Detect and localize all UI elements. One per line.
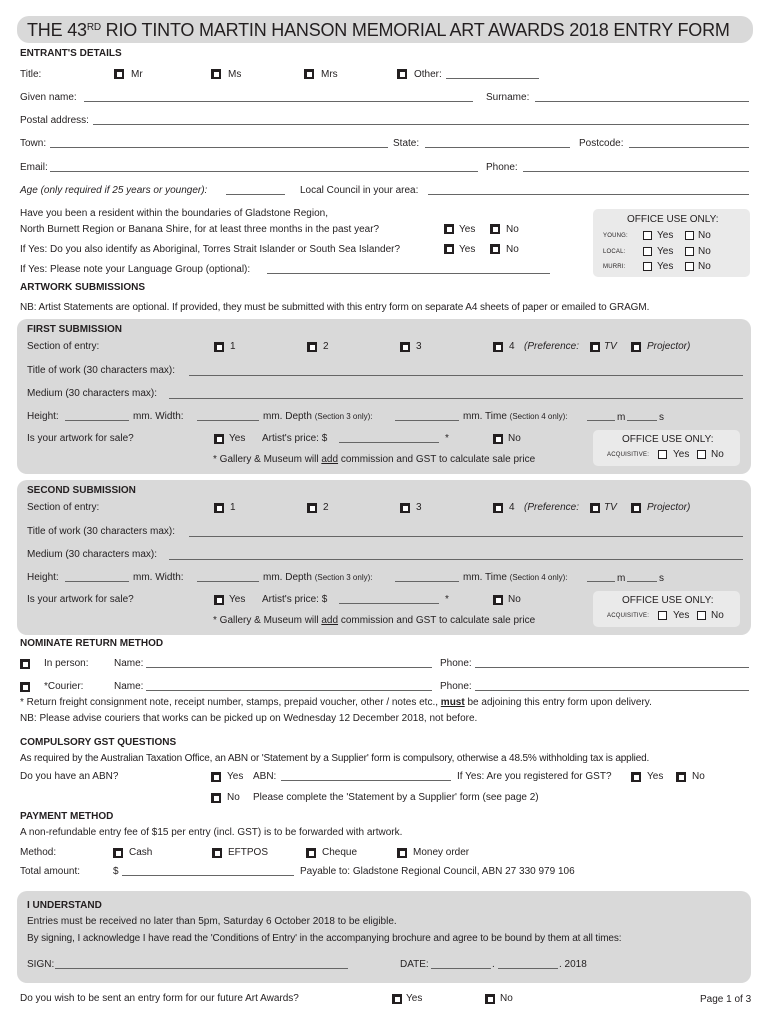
office-murri-label: MURRI: [603, 264, 626, 270]
first-acquisitive-no-label: No [711, 449, 724, 460]
commission-note: * Gallery & Museum will add commission and GST to calculate sale price [213, 454, 536, 465]
seconds-unit: s [659, 412, 664, 423]
courier-name-field[interactable] [146, 690, 432, 691]
resident-yes-checkbox[interactable] [444, 224, 454, 234]
depth-field[interactable] [395, 420, 459, 421]
preference-projector-label: Projector) [647, 341, 691, 352]
second-office-use-title: OFFICE USE ONLY: [622, 595, 714, 606]
section-4-checkbox[interactable] [493, 503, 503, 513]
age-label: Age (only required if 25 years or younger): [20, 185, 208, 196]
title-of-work-label: Title of work (30 characters max): [27, 526, 176, 537]
title-mr-label: Mr [131, 69, 143, 80]
time-seconds-field[interactable] [627, 581, 657, 582]
abn-no-label: No [227, 792, 240, 803]
understand-panel [17, 891, 751, 983]
given-name-label: Given name: [20, 92, 77, 103]
second-acquisitive-label: ACQUISITIVE: [607, 613, 650, 619]
council-field[interactable] [428, 194, 749, 195]
return-courier-checkbox[interactable] [20, 682, 30, 692]
height-label: Height: [27, 411, 59, 422]
for-sale-yes-checkbox[interactable] [214, 595, 224, 605]
payment-eftpos-label: EFTPOS [228, 847, 269, 858]
artist-price-field[interactable] [339, 603, 439, 604]
form-title: THE 43RD RIO TINTO MARTIN HANSON MEMORIAL ART AWARDS 2018 ENTRY FORM [27, 20, 730, 40]
state-field[interactable] [425, 147, 570, 148]
first-office-use-title: OFFICE USE ONLY: [622, 434, 714, 445]
time-label: mm. Time (Section 4 only): [463, 411, 568, 422]
abn-yes-checkbox[interactable] [211, 772, 221, 782]
gst-heading: COMPULSORY GST QUESTIONS [20, 737, 177, 748]
time-minutes-field[interactable] [587, 420, 615, 421]
gst-yes-checkbox[interactable] [631, 772, 641, 782]
title-of-work-label: Title of work (30 characters max): [27, 365, 176, 376]
preference-projector-checkbox[interactable] [631, 503, 641, 513]
in-person-name-field[interactable] [146, 667, 432, 668]
phone-label: Phone: [486, 162, 518, 173]
title-other-checkbox[interactable] [397, 69, 407, 79]
date-year: . 2018 [559, 959, 587, 970]
return-in-person-checkbox[interactable] [20, 659, 30, 669]
resident-no-label: No [506, 224, 519, 235]
first-acquisitive-yes-checkbox[interactable] [658, 450, 667, 459]
section-3-checkbox[interactable] [400, 342, 410, 352]
preference-tv-label: TV [604, 502, 617, 513]
gst-no-checkbox[interactable] [676, 772, 686, 782]
for-sale-yes-checkbox[interactable] [214, 434, 224, 444]
second-submission-panel [17, 480, 751, 635]
section-label: Section of entry: [27, 502, 100, 513]
section-2-checkbox[interactable] [307, 342, 317, 352]
given-name-field[interactable] [84, 101, 473, 102]
section-1-label: 1 [230, 502, 236, 513]
total-amount-field[interactable] [122, 875, 294, 876]
preference-label: (Preference: [524, 502, 580, 513]
width-field[interactable] [197, 420, 259, 421]
first-acquisitive-yes-label: Yes [673, 449, 690, 460]
width-label: mm. Width: [133, 411, 184, 422]
future-form-no-label: No [500, 993, 513, 1004]
second-acquisitive-yes-checkbox[interactable] [658, 611, 667, 620]
first-office-use-box [593, 430, 740, 466]
second-office-use-box [593, 591, 740, 627]
date-day-field[interactable] [431, 968, 491, 969]
payment-cheque-label: Cheque [322, 847, 358, 858]
for-sale-yes-label: Yes [229, 433, 246, 444]
future-form-no-checkbox[interactable] [485, 994, 495, 1004]
section-label: Section of entry: [27, 341, 100, 352]
payment-method-label: Method: [20, 847, 57, 858]
identify-yes-checkbox[interactable] [444, 244, 454, 254]
postcode-label: Postcode: [579, 138, 624, 149]
title-ms-checkbox[interactable] [211, 69, 221, 79]
office-young-no-label: No [698, 230, 711, 241]
postal-address-field[interactable] [93, 124, 749, 125]
office-murri-no-label: No [698, 261, 711, 272]
first-submission-panel [17, 319, 751, 474]
title-ms-label: Ms [228, 69, 242, 80]
for-sale-no-label: No [508, 433, 521, 444]
supplier-statement-note: Please complete the 'Statement by a Supplier' form (see page 2) [253, 792, 539, 803]
council-label: Local Council in your area: [300, 185, 419, 196]
artist-statement-note: NB: Artist Statements are optional. If provided, they must be submitted with this entry form on separate A4 sheets of paper or emailed to GRAGM. [20, 302, 650, 313]
identify-question: If Yes: Do you also identify as Aboriginal, Torres Strait Islander or South Sea Islander? [20, 244, 401, 255]
preference-label: (Preference: [524, 341, 580, 352]
office-use-box [593, 209, 750, 277]
office-young-no-checkbox[interactable] [685, 231, 694, 240]
entry-fee-note: A non-refundable entry fee of $15 per entry (incl. GST) is to be forwarded with artwork. [20, 827, 403, 838]
price-asterisk: * [445, 594, 449, 605]
second-submission-heading: SECOND SUBMISSION [27, 485, 136, 496]
state-label: State: [393, 138, 420, 149]
office-murri-no-checkbox[interactable] [685, 262, 694, 271]
first-acquisitive-label: ACQUISITIVE: [607, 452, 650, 458]
payment-heading: PAYMENT METHOD [20, 811, 114, 822]
acknowledgement-note: By signing, I acknowledge I have read the 'Conditions of Entry' in the accompanying brochure and agree to be bound by them at all times: [27, 933, 622, 944]
in-person-phone-label: Phone: [440, 658, 472, 669]
payment-money-order-checkbox[interactable] [397, 848, 407, 858]
depth-field[interactable] [395, 581, 459, 582]
for-sale-no-checkbox[interactable] [493, 434, 503, 444]
seconds-unit: s [659, 573, 664, 584]
signature-field[interactable] [55, 968, 348, 969]
future-form-yes-label: Yes [406, 993, 423, 1004]
minutes-unit: m [617, 412, 626, 423]
section-3-checkbox[interactable] [400, 503, 410, 513]
office-murri-yes-label: Yes [657, 261, 674, 272]
time-minutes-field[interactable] [587, 581, 615, 582]
payment-cash-label: Cash [129, 847, 153, 858]
width-field[interactable] [197, 581, 259, 582]
abn-no-checkbox[interactable] [211, 793, 221, 803]
preference-tv-checkbox[interactable] [590, 342, 600, 352]
in-person-phone-field[interactable] [475, 667, 749, 668]
for-sale-no-checkbox[interactable] [493, 595, 503, 605]
for-sale-question: Is your artwork for sale? [27, 594, 134, 605]
postal-address-label: Postal address: [20, 115, 89, 126]
identify-yes-label: Yes [459, 244, 476, 255]
section-1-checkbox[interactable] [214, 503, 224, 513]
for-sale-yes-label: Yes [229, 594, 246, 605]
medium-label: Medium (30 characters max): [27, 388, 158, 399]
second-acquisitive-no-checkbox[interactable] [697, 611, 706, 620]
identify-no-label: No [506, 244, 519, 255]
gst-registered-question: If Yes: Are you registered for GST? [457, 771, 612, 782]
office-use-title: OFFICE USE ONLY: [627, 214, 719, 225]
second-acquisitive-yes-label: Yes [673, 610, 690, 621]
title-mrs-checkbox[interactable] [304, 69, 314, 79]
payment-eftpos-checkbox[interactable] [212, 848, 222, 858]
abn-label: ABN: [253, 771, 277, 782]
payable-to-note: Payable to: Gladstone Regional Council, ABN 27 330 979 106 [300, 866, 575, 877]
for-sale-question: Is your artwork for sale? [27, 433, 134, 444]
email-label: Email: [20, 162, 48, 173]
office-local-no-label: No [698, 246, 711, 257]
artist-price-field[interactable] [339, 442, 439, 443]
medium-field[interactable] [169, 559, 743, 560]
courier-phone-field[interactable] [475, 690, 749, 691]
title-mrs-label: Mrs [321, 69, 338, 80]
total-amount-label: Total amount: [20, 866, 81, 877]
depth-label: mm. Depth (Section 3 only): [263, 411, 373, 422]
preference-projector-label: Projector) [647, 502, 691, 513]
surname-label: Surname: [486, 92, 530, 103]
time-seconds-field[interactable] [627, 420, 657, 421]
commission-note: * Gallery & Museum will add commission and GST to calculate sale price [213, 615, 536, 626]
language-group-label: If Yes: Please note your Language Group (optional): [20, 264, 251, 275]
abn-question: Do you have an ABN? [20, 771, 119, 782]
office-young-yes-checkbox[interactable] [643, 231, 652, 240]
office-young-yes-label: Yes [657, 230, 674, 241]
section-4-label: 4 [509, 502, 515, 513]
preference-tv-checkbox[interactable] [590, 503, 600, 513]
section-1-label: 1 [230, 341, 236, 352]
payment-money-order-label: Money order [413, 847, 470, 858]
second-acquisitive-no-label: No [711, 610, 724, 621]
return-courier-label: *Courier: [44, 681, 84, 692]
preference-tv-label: TV [604, 341, 617, 352]
title-of-work-field[interactable] [189, 536, 743, 537]
for-sale-no-label: No [508, 594, 521, 605]
payment-cash-checkbox[interactable] [113, 848, 123, 858]
height-field[interactable] [65, 581, 129, 582]
surname-field[interactable] [535, 101, 749, 102]
height-label: Height: [27, 572, 59, 583]
language-group-field[interactable] [267, 273, 550, 274]
office-murri-yes-checkbox[interactable] [643, 262, 652, 271]
dollar-sign: $ [113, 866, 119, 877]
identify-no-checkbox[interactable] [490, 244, 500, 254]
medium-label: Medium (30 characters max): [27, 549, 158, 560]
resident-question-line1: Have you been a resident within the boundaries of Gladstone Region, [20, 208, 328, 219]
office-local-yes-checkbox[interactable] [643, 247, 652, 256]
title-mr-checkbox[interactable] [114, 69, 124, 79]
title-other-field[interactable] [446, 78, 539, 79]
time-label: mm. Time (Section 4 only): [463, 572, 568, 583]
future-form-question: Do you wish to be sent an entry form for our future Art Awards? [20, 993, 299, 1004]
width-label: mm. Width: [133, 572, 184, 583]
phone-field[interactable] [523, 171, 749, 172]
in-person-name-label: Name: [114, 658, 144, 669]
section-2-label: 2 [323, 502, 329, 513]
abn-yes-label: Yes [227, 771, 244, 782]
section-1-checkbox[interactable] [214, 342, 224, 352]
postcode-field[interactable] [629, 147, 749, 148]
page-number: Page 1 of 3 [700, 994, 752, 1005]
town-field[interactable] [50, 147, 388, 148]
title-of-work-field[interactable] [189, 375, 743, 376]
office-local-yes-label: Yes [657, 246, 674, 257]
return-in-person-label: In person: [44, 658, 89, 669]
price-asterisk: * [445, 433, 449, 444]
courier-name-label: Name: [114, 681, 144, 692]
return-method-heading: NOMINATE RETURN METHOD [20, 638, 164, 649]
resident-no-checkbox[interactable] [490, 224, 500, 234]
preference-projector-checkbox[interactable] [631, 342, 641, 352]
section-3-label: 3 [416, 502, 422, 513]
date-label: DATE: [400, 959, 429, 970]
resident-question-line2: North Burnett Region or Banana Shire, for at least three months in the past year? [20, 224, 380, 235]
artist-price-label: Artist's price: $ [262, 433, 328, 444]
artwork-heading: ARTWORK SUBMISSIONS [20, 282, 145, 293]
age-field[interactable] [226, 194, 285, 195]
section-4-checkbox[interactable] [493, 342, 503, 352]
abn-field[interactable] [281, 780, 451, 781]
sign-label: SIGN: [27, 959, 55, 970]
office-local-label: LOCAL: [603, 249, 626, 255]
title-label: Title: [20, 69, 42, 80]
payment-cheque-checkbox[interactable] [306, 848, 316, 858]
medium-field[interactable] [169, 398, 743, 399]
understand-heading: I UNDERSTAND [27, 900, 102, 911]
office-local-no-checkbox[interactable] [685, 247, 694, 256]
date-month-field[interactable] [498, 968, 558, 969]
email-field[interactable] [50, 171, 478, 172]
artist-price-label: Artist's price: $ [262, 594, 328, 605]
gst-yes-label: Yes [647, 771, 664, 782]
gst-no-label: No [692, 771, 705, 782]
entrant-heading: ENTRANT'S DETAILS [20, 48, 122, 59]
first-acquisitive-no-checkbox[interactable] [697, 450, 706, 459]
courier-phone-label: Phone: [440, 681, 472, 692]
section-2-label: 2 [323, 341, 329, 352]
future-form-yes-checkbox[interactable] [392, 994, 402, 1004]
deadline-note: Entries must be received no later than 5pm, Saturday 6 October 2018 to be eligible. [27, 916, 397, 927]
date-separator: . [492, 959, 495, 970]
resident-yes-label: Yes [459, 224, 476, 235]
return-freight-note: * Return freight consignment note, receipt number, stamps, prepaid voucher, other / notes etc., must be adjoining this entry form upon delivery. [20, 697, 652, 708]
section-4-label: 4 [509, 341, 515, 352]
courier-pickup-note: NB: Please advise couriers that works can be picked up on Wednesday 12 December 2018, not before. [20, 713, 478, 724]
minutes-unit: m [617, 573, 626, 584]
height-field[interactable] [65, 420, 129, 421]
section-3-label: 3 [416, 341, 422, 352]
section-2-checkbox[interactable] [307, 503, 317, 513]
gst-intro: As required by the Australian Taxation Office, an ABN or 'Statement by a Supplier' form is compulsory, otherwise a 48.5% withholding tax is applied. [20, 753, 650, 764]
depth-label: mm. Depth (Section 3 only): [263, 572, 373, 583]
title-other-label: Other: [414, 69, 442, 80]
office-young-label: YOUNG: [603, 233, 628, 239]
town-label: Town: [20, 138, 47, 149]
first-submission-heading: FIRST SUBMISSION [27, 324, 123, 335]
